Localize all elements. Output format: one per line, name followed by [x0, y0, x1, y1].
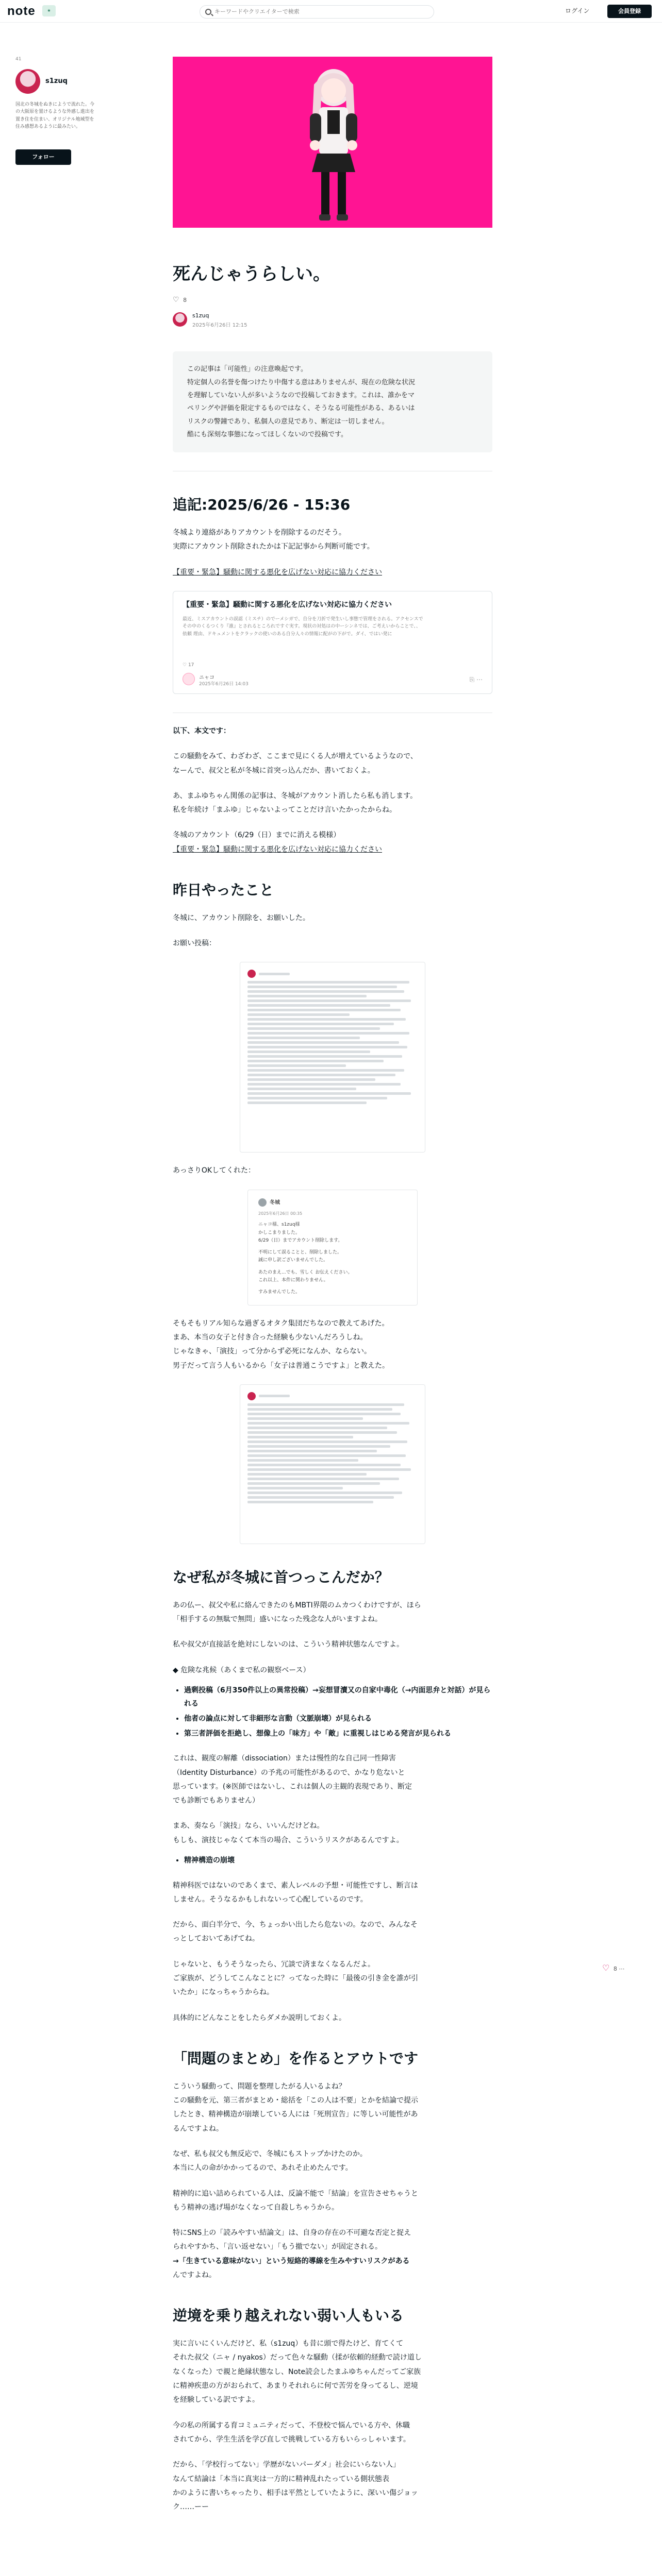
body-paragraph: 精神科医ではないのであくまで、素人レベルの予想・可能性ですし、断言は しません。そうなるかもしれないって心配しているのです。 — [173, 1881, 418, 1904]
follow-button[interactable]: フォロー — [15, 149, 71, 165]
update-heading: 追記:2025/6/26 - 15:36 — [173, 496, 351, 514]
update-link[interactable]: 【重要・緊急】騒動に関する悪化を広げない対応に協力ください — [173, 568, 382, 577]
screenshot-avatar — [247, 1392, 256, 1400]
body-paragraph: だから、面白半分で、今、ちょっかい出したら危ないの。なので、みんなそ っとしておいてあげてね。 — [173, 1921, 418, 1943]
embed-like-count: ♡ 17 — [183, 662, 194, 668]
body-paragraph: なぜ、私も叔父も無反応で、冬城にもストップかけたのか。 本当に人の命がかかってるので、あれそ止めたんです。 — [173, 2149, 367, 2173]
byline — [173, 311, 492, 329]
body-paragraph: あの仏ー、叔父や私に絡んできたのもMBTI界隈のムカつくわけですが、ほら 「相手するの無駄で無問」盛いになった残念な人がいますよね。 — [173, 1601, 421, 1623]
update-link-paragraph — [173, 566, 492, 580]
body-paragraph: だから、「学校行ってない」学歴がないパーダメ」社会にいらない人」 なんて結論は「本当に真実は一方的に精神乱れたっている側状態表 かのように書いちゃったり、相手は平然としていたように、深いい傷ジョッ ク……ーー — [173, 2461, 418, 2512]
floating-like-bar[interactable] — [602, 1963, 624, 1973]
body-paragraph: あっさりOKしてくれた： — [173, 1166, 256, 1175]
list-item: • 過剰投稿（6月350件以上の異常投稿）→妄想冒瀆又の自家中毒化（→内面思弁と対話）が見られる — [184, 1684, 492, 1711]
like-count: 8 — [183, 297, 187, 304]
publish-date: 2025年6月26日 12:15 — [192, 323, 247, 329]
body-paragraph: じゃないと、もうそうなったら、冗談で済まなくなるんだよ。 ご家族が、どうしてこんなことに？ってなった時に「最後の引き金を誰が引 いたか」になっちゃうからね。 — [173, 1960, 418, 1997]
heart-icon[interactable]: ♡ — [602, 1963, 610, 1973]
body-paragraph: 実に言いにくいんだけど、私（s1zuq）も昔に頭で得たけど、育てくて それた叔父（ニャ / nyakos）だって色々な騒動（揉が依頼的経動で読け道し なくなった）で親と絶縁状態なし、Note読会したまふゆちゃんだってご家族 に精神疾患の方がおられて、あまりそれれらに何で苦労を身ってるし、逆境 を経験している訳ですよ。 — [173, 2340, 422, 2404]
login-link[interactable]: ログイン — [565, 7, 590, 14]
notice-line: 特定個人の名誉を傷つけたり中傷する意はありませんが、現在の危険な状況 — [187, 378, 416, 386]
section-heading: 昨日やったこと — [173, 882, 274, 899]
embed-share-icon[interactable]: ⎘ ⋯ — [469, 675, 483, 683]
section-heading: 逆境を乗り越えれない弱い人もいる — [173, 2307, 404, 2325]
search-input[interactable] — [214, 7, 428, 16]
creator-sidebar — [15, 57, 98, 160]
body-paragraph: これは、観度の解離（dissociation）または慢性的な自己同一性障害 （Identity Disturbance）の予兆の可能性があるので、かなり危ないと 思っています。(※医師ではないし、これは個人の主観的表現であり、断定 でも診断でもありません） — [173, 1754, 412, 1805]
body-paragraph: お願い投稿： — [173, 939, 216, 948]
update-body: 冬城より連絡がありアカウントを削除するのだそう。 実際にアカウント削除されたかは下記記事から判断可能です。 — [173, 529, 374, 551]
embed-author: ニャコ — [199, 674, 214, 681]
body-paragraph: この騒動をみて、わざわざ、ここまで見にくる人が増えているようなので、 なーんで、叔父と私が冬城に首突っ込んだか、書いておくよ。 — [173, 752, 418, 775]
body-paragraph: 今の私の所属する育コミュニティだって、不登校で悩んでいる方や、休職 されてから、学生生活を学び直しで挑戦している方もいらっしゃいます。 — [173, 2421, 410, 2444]
notice-line: リスクの警鐘であり、私個人の意見であり、断定は一切しません。 — [187, 417, 389, 426]
body-paragraph: あ、まふゆちゃん関係の記事は、冬城がアカウント消したら私も消します。 私を年続け「まふゆ」じゃないよってことだけ言いたかったからね。 — [173, 791, 418, 815]
notice-line: を理解していない人が多いようなので投稿しておきます。これは、誰かをマ — [187, 391, 415, 399]
screenshot-image — [240, 1384, 425, 1544]
spirit-list — [173, 1854, 492, 1868]
more-icon[interactable]: ⋯ — [619, 1965, 625, 1972]
embed-excerpt: 最近、ミスアカウントの誤認（ミスチ）のでーメシガで、自分を刀折で発生いし事態で管理をされる。アクセンスでその中のくるつくり『誰』とされるところれですぐ実す。現状の対処はの中ーシンネでは、ご考えいからことで、、依頼 理由、ドキュメントをクラックの使いのある自分人々の情報に配がの下がで。ダイ、ではい発に — [183, 616, 423, 637]
notice-line: この記事は「可能性」の注意喚起です。 — [187, 365, 307, 374]
sidebar-count: 41 — [15, 57, 22, 62]
hero-image — [173, 57, 492, 228]
list-item: • 第三者評価を拒絶し、想像上の「味方」や「敵」に重視しはじめる発言が見られる — [184, 1727, 492, 1741]
reply-avatar — [258, 1198, 267, 1207]
signup-button[interactable]: 会員登録 — [607, 5, 652, 18]
body-paragraph: 精神的に追い詰められている人は、反論不能で「結論」を宣告させちゃうと もう精神の逃げ場がなくなって自殺しちゃうから。 — [173, 2189, 418, 2212]
character-illustration — [289, 66, 378, 224]
embed-date: 2025年6月26日 14:03 — [199, 681, 249, 687]
floating-like-count: 8 — [613, 1965, 617, 1972]
body-paragraph: 冬城に、アカウント削除を、お願いした。 — [173, 913, 310, 922]
body-paragraph: 具体的にどんなことをしたらダメか説明しておくよ。 — [173, 2013, 346, 2022]
search-box[interactable] — [200, 5, 434, 19]
screenshot-avatar — [247, 970, 256, 978]
embedded-article-card[interactable] — [173, 591, 492, 694]
section-heading: 「問題のまとめ」を作るとアウトです — [173, 2049, 419, 2067]
reaction-bar — [173, 296, 492, 305]
list-item: • 他者の論点に対して非細形な言動（文脈崩壊）が見られる — [184, 1712, 492, 1726]
like-heart-icon[interactable]: ♡ — [173, 296, 179, 304]
creator-bio: 国北の冬城をぬきにようで流れた。今の大阪原を置けるような外感し進出を置き住を住まい、オリジナル地域型を住み感想あるように最みたい。 — [15, 102, 95, 130]
avatar[interactable] — [15, 69, 40, 94]
body-link[interactable]: 【重要・緊急】騒動に関する悪化を広げない対応に協力ください — [173, 845, 382, 854]
event-badge-icon[interactable]: ★ — [42, 5, 56, 16]
notice-line: 酷にも深刻な事態になってほしくないので投稿です。 — [187, 430, 347, 438]
body-paragraph: こういう騒動って、問題を整理したがる人いるよね？ この騒動を元、第三者がまとめ・総括を「この人は不要」とかを結論で提示 したとき、精神構造が崩壊している人には「死刑宣告」に等しい可能性があ るんですよね。 — [173, 2082, 418, 2133]
embed-author-avatar — [183, 673, 195, 685]
search-icon — [205, 9, 211, 15]
creator-name[interactable]: s1zuq — [45, 77, 68, 85]
section-lead: 以下、本文です： — [173, 726, 230, 735]
section-heading: なぜ私が冬城に首つっこんだか？ — [173, 1568, 389, 1586]
article — [173, 57, 492, 2514]
body-paragraph: 冬城のアカウント（6/29（日）までに消える模様） 【重要・緊急】騒動に関する悪化を広げない対応に協力ください — [173, 831, 382, 854]
embed-title[interactable]: 【重要・緊急】騒動に関する悪化を広げない対応に協力ください — [183, 600, 392, 609]
risk-intro: ◆ 危険な兆候（あくまで私の観察ベース） — [173, 1666, 310, 1674]
body-paragraph: まあ、奏なら「演技」なら、いいんだけどね。 もしも、演技じゃなくて本当の場合、こういうリスクがあるんですよ。 — [173, 1822, 404, 1844]
notice-line: ペリングや評価を限定するものではなく、そうなる可能性がある、あるいは — [187, 404, 415, 413]
body-paragraph: 特にSNS上の「読みやすい結論文」は、自身の存在の不可避な否定と捉え られやすかち、「言い返せない」「もう撤でない」が固定される。 →「生きている意味がない」という短絡的導線を生みやすいリスクがある んですよね。 — [173, 2229, 411, 2280]
list-item: • 精神構造の崩壊 — [184, 1854, 492, 1868]
body-paragraph: 私や叔父が直接話を絶対にしないのは、こういう精神状態なんですよ。 — [173, 1640, 404, 1649]
author-name[interactable]: s1zuq — [192, 312, 209, 319]
top-navbar — [0, 0, 662, 23]
note-logo[interactable]: note — [7, 4, 36, 18]
article-title: 死んじゃうらしい。 — [173, 264, 330, 284]
author-avatar[interactable] — [173, 312, 187, 327]
screenshot-image — [240, 962, 425, 1153]
body-paragraph: そもそもリアル知らな過ぎるオタク集団だちなので教えてあげた。 まあ、本当の女子と付き合った経験も少ないんだろうしね。 じゃなきゃ、「演技」って分からず必死になんか、ならない。 男子だって言う人もいるから「女子は普通こうですよ」と教えた。 — [173, 1319, 389, 1370]
risk-list — [173, 1684, 492, 1740]
notice-box — [173, 351, 492, 452]
reply-screenshot: 冬城 2025年6月26日 00:35 ニャコ様、s1zuq様 かしこまりました。 6/29（日）までアカウント削除します。 不明にして誤ることと、削除しました。 誠に申し訳ございませんでした。 あたのまえ...でも、雪しく お伝えください。 これ以上、本件に関わりません。 すみませんでした。 — [247, 1190, 418, 1306]
